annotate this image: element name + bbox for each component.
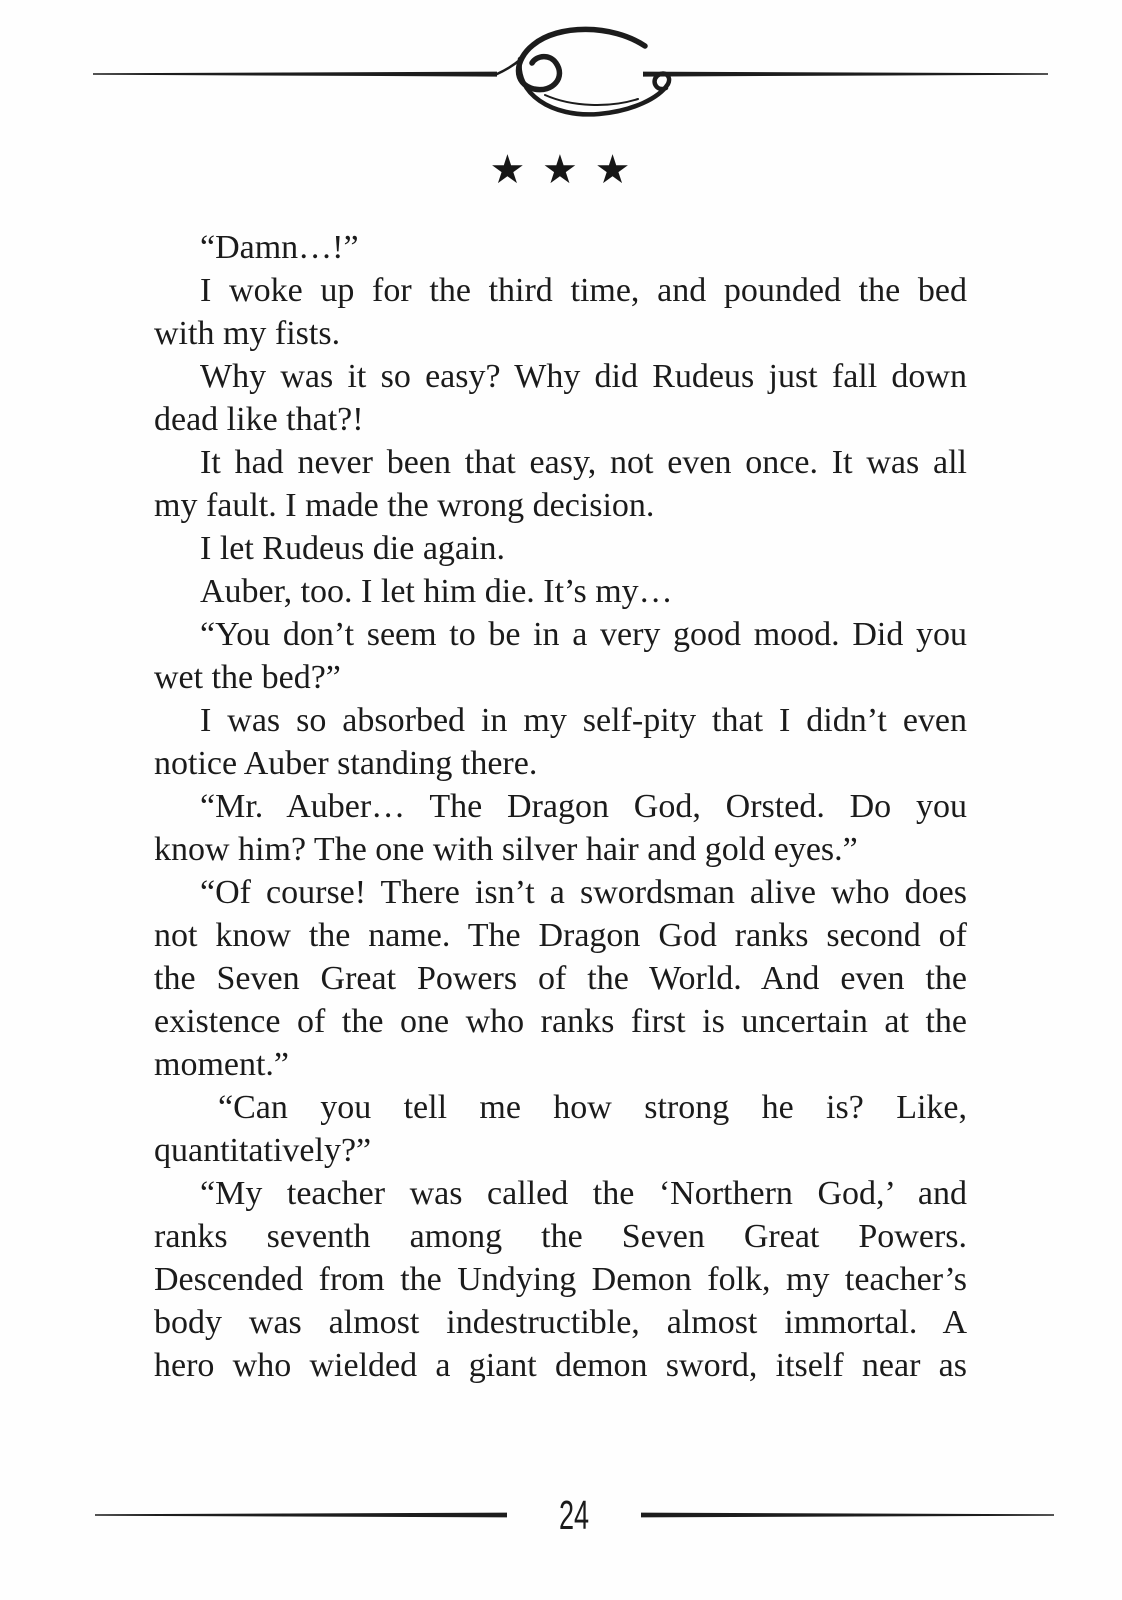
page-footer (0, 1488, 1122, 1542)
text-line: hero who wielded a giant demon sword, itself near as (154, 1347, 967, 1384)
text-line: “Can you tell me how strong he is? Like, (218, 1089, 967, 1126)
paragraph (154, 355, 967, 441)
divider-rule-right (643, 72, 1048, 77)
chapter-divider-ornament (0, 0, 1122, 150)
paragraph (154, 570, 967, 613)
text-line: body was almost indestructible, almost immortal. A (154, 1304, 967, 1341)
text-line: notice Auber standing there. (154, 745, 538, 782)
text-line: “My teacher was called the ‘Northern God,’ and (200, 1175, 967, 1212)
text-line: Auber, too. I let him die. It’s my… (200, 573, 673, 610)
paragraph (154, 441, 967, 527)
paragraph (154, 527, 967, 570)
footer-rule-right (641, 1510, 1054, 1520)
paragraph (154, 269, 967, 355)
text-line: dead like that?! (154, 401, 364, 438)
text-line: “Mr. Auber… The Dragon God, Orsted. Do you (200, 788, 967, 825)
text-line: Descended from the Undying Demon folk, my teacher’s (154, 1261, 967, 1298)
text-line: I woke up for the third time, and pounded the bed (200, 272, 967, 309)
text-line: “You don’t seem to be in a very good mood. Did you (200, 616, 967, 653)
text-line: moment.” (154, 1046, 290, 1083)
text-line: with my fists. (154, 315, 341, 352)
text-line: existence of the one who ranks first is uncertain at the (154, 1003, 967, 1040)
divider-rule-left (93, 72, 497, 77)
paragraph (154, 785, 967, 871)
footer-rule-left (95, 1510, 507, 1520)
paragraph (154, 613, 967, 699)
text-line: Why was it so easy? Why did Rudeus just fall down (200, 358, 967, 395)
text-line: I let Rudeus die again. (200, 530, 505, 567)
section-break-stars: ★ ★ ★ (489, 147, 633, 193)
text-line: “Of course! There isn’t a swordsman alive who does (200, 874, 967, 911)
text-line: I was so absorbed in my self-pity that I didn’t even (200, 702, 967, 739)
paragraph (154, 1172, 967, 1387)
text-line: wet the bed?” (154, 659, 341, 696)
text-line: ranks seventh among the Seven Great Powers. (154, 1218, 967, 1255)
page-number: 24 (558, 1491, 590, 1538)
text-line: “Damn…!” (200, 229, 359, 266)
text-line: know him? The one with silver hair and gold eyes.” (154, 831, 858, 868)
page-text (154, 226, 967, 1387)
paragraph (154, 699, 967, 785)
text-line: the Seven Great Powers of the World. And even the (154, 960, 967, 997)
text-line: not know the name. The Dragon God ranks second of (154, 917, 967, 954)
paragraph (154, 1086, 967, 1172)
paragraph (154, 871, 967, 1086)
text-line: my fault. I made the wrong decision. (154, 487, 655, 524)
text-line: quantitatively?” (154, 1132, 372, 1169)
text-line: It had never been that easy, not even once. It was all (200, 444, 967, 481)
paragraph (154, 226, 967, 269)
